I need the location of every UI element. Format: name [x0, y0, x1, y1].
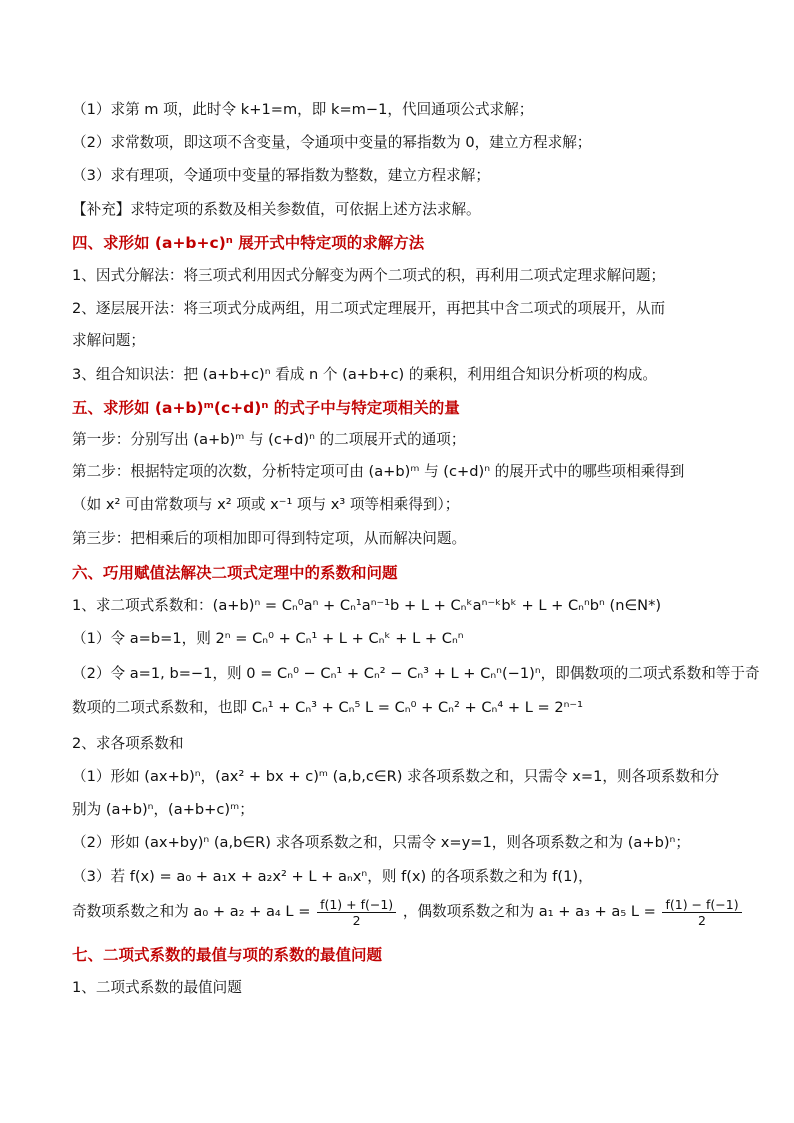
- line-3: （3）求有理项，令通项中变量的幂指数为整数，建立方程求解；: [72, 167, 490, 184]
- even-sum-label: ，偶数项系数之和为 a₁ + a₃ + a₅ L =: [402, 903, 656, 920]
- odd-sum-denominator: 2: [352, 912, 361, 928]
- line-16: 1、求二项式系数和：(a+b)ⁿ = Cₙ⁰aⁿ + Cₙ¹aⁿ⁻¹b + L + Cₙᵏaⁿ⁻ᵏbᵏ + L + Cₙⁿbⁿ (n∈N*): [72, 597, 662, 614]
- line-21: （1）形如 (ax+b)ⁿ，(ax² + bx + c)ᵐ (a,b,c∈R) 求各项系数之和，只需令 x=1，则各项系数和分: [72, 768, 720, 785]
- line-17: （1）令 a=b=1，则 2ⁿ = Cₙ⁰ + Cₙ¹ + L + Cₙᵏ + L + Cₙⁿ: [72, 630, 464, 647]
- line-18: （2）令 a=1, b=−1，则 0 = Cₙ⁰ − Cₙ¹ + Cₙ² − Cₙ³ + L + Cₙⁿ(−1)ⁿ，即偶数项的二项式系数和等于奇: [72, 665, 760, 682]
- odd-sum-numerator: f(1) + f(−1): [317, 897, 396, 913]
- section-heading-5: 五、求形如 (a+b)ᵐ(c+d)ⁿ 的式子中与特定项相关的量: [72, 399, 460, 417]
- line-1: （1）求第 m 项，此时令 k+1=m，即 k=m−1，代回通项公式求解；: [72, 101, 534, 118]
- line-12: 第二步：根据特定项的次数，分析特定项可由 (a+b)ᵐ 与 (c+d)ⁿ 的展开式中的哪些项相乘得到: [72, 463, 685, 480]
- line-24: （3）若 f(x) = a₀ + a₁x + a₂x² + L + aₙxⁿ，则 f(x) 的各项系数之和为 f(1)，: [72, 868, 593, 885]
- line-9: 3、组合知识法：把 (a+b+c)ⁿ 看成 n 个 (a+b+c) 的乘积，利用组合知识分析项的构成。: [72, 366, 657, 383]
- odd-sum-label: 奇数项系数之和为 a₀ + a₂ + a₄ L =: [72, 903, 311, 920]
- line-4: 【补充】求特定项的系数及相关参数值，可依据上述方法求解。: [72, 201, 481, 218]
- line-27: 1、二项式系数的最值问题: [72, 979, 242, 996]
- section-heading-4: 四、求形如 (a+b+c)ⁿ 展开式中特定项的求解方法: [72, 234, 425, 252]
- line-11: 第一步：分别写出 (a+b)ᵐ 与 (c+d)ⁿ 的二项展开式的通项；: [72, 431, 466, 448]
- line-22: 别为 (a+b)ⁿ，(a+b+c)ᵐ；: [72, 801, 254, 818]
- fraction-line: [72, 895, 744, 929]
- section-heading-7: 七、二项式系数的最值与项的系数的最值问题: [72, 946, 383, 964]
- odd-sum-fraction: [317, 897, 396, 928]
- even-sum-fraction: [662, 897, 741, 928]
- line-14: 第三步：把相乘后的项相加即可得到特定项，从而解决问题。: [72, 530, 467, 547]
- even-sum-numerator: f(1) − f(−1): [662, 897, 741, 913]
- section-heading-6: 六、巧用赋值法解决二项式定理中的系数和问题: [72, 564, 398, 582]
- line-7: 2、逐层展开法：将三项式分成两组，用二项式定理展开，再把其中含二项式的项展开，从而: [72, 300, 666, 317]
- line-20: 2、求各项系数和: [72, 735, 184, 752]
- line-6: 1、因式分解法：将三项式利用因式分解变为两个二项式的积，再利用二项式定理求解问题；: [72, 267, 666, 284]
- line-19: 数项的二项式系数和，也即 Cₙ¹ + Cₙ³ + Cₙ⁵ L = Cₙ⁰ + Cₙ² + Cₙ⁴ + L = 2ⁿ⁻¹: [72, 699, 583, 716]
- line-8: 求解问题；: [72, 332, 145, 349]
- even-sum-denominator: 2: [698, 912, 706, 928]
- line-2: （2）求常数项，即这项不含变量，令通项中变量的幂指数为 0，建立方程求解；: [72, 134, 592, 151]
- line-23: （2）形如 (ax+by)ⁿ (a,b∈R) 求各项系数之和，只需令 x=y=1，则各项系数之和为 (a+b)ⁿ；: [72, 834, 690, 851]
- line-13: （如 x² 可由常数项与 x² 项或 x⁻¹ 项与 x³ 项等相乘得到）；: [72, 496, 460, 513]
